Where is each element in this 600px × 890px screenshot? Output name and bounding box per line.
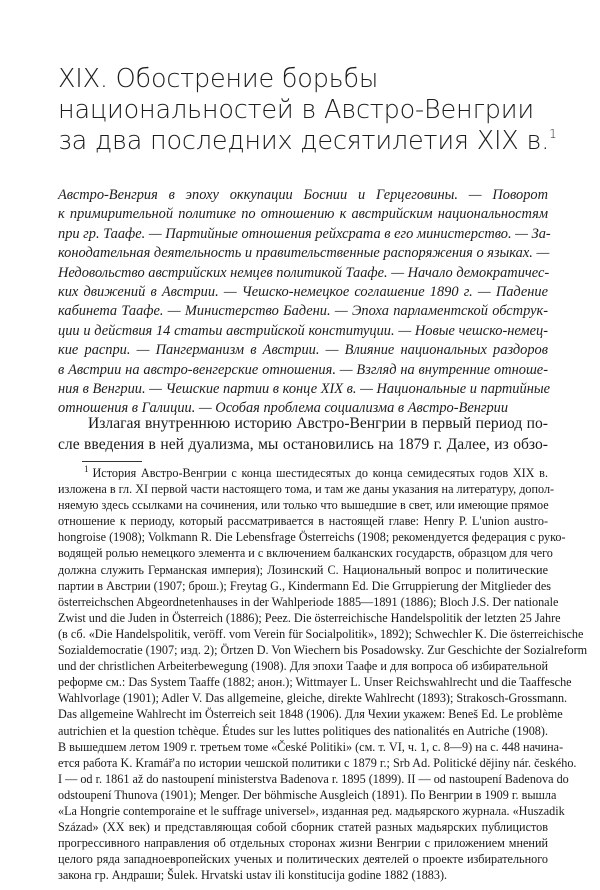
footnote-marker: 1 (84, 463, 89, 474)
chapter-title-line-1: XIX. Обострение борьбы (58, 64, 379, 94)
footnote-line: целого ряда западноевропейских ученых и политических деятелей о проекте избирательного (58, 852, 548, 867)
footnote-line: autrichien et la question tchèque. Études sur les luttes politiques des nationalités en Autriche (1908). (58, 723, 548, 738)
summary-line: ких движений в Австрии. — Чешско-немецкое соглашение 1890 г. — Падение (58, 284, 548, 301)
summary-line: конодательная деятельность и правительственные распоряжения о языках. — (58, 245, 550, 262)
summary-line: кие распри. — Пангерманизм в Австрии. — Влияние национальных раздоров (58, 342, 548, 359)
footnote-line: Wahlvorlage (1901); Adler V. Das allgemeine, gleiche, direkte Wahlrecht (1893); Strakosch-Grossmann. (58, 691, 568, 706)
footnote-line: водящей ролью немецкого элемента и с включением балканских государств, образцом для чего (58, 546, 553, 561)
footnote-reference[interactable]: 1 (549, 126, 557, 141)
footnote-line: (в сб. «Die Handelspolitik, veröff. vom Verein für Socialpolitik», 1892); Schwechler K. Die österreichische (58, 626, 584, 641)
footnote-line: und der christlichen Arbeiterbewegung (1908). Для эпохи Таафе и для вопроса об избирательной (58, 659, 548, 674)
summary-line: кабинета Таафе. — Министерство Бадени. — Эпоха парламентской обструк- (58, 303, 548, 320)
footnote (58, 463, 588, 883)
footnote-line: Sozialdemocratie (1907; изд. 2); Örtzen D. Von Wiechern bis Posadowsky. Zur Geschichte der Sozialreform (58, 643, 588, 658)
footnote-line: «La Hongrie contemporaine et le suffrage universel», изданная ред. мадьярского журнала. «Huszadik (58, 803, 565, 818)
footnote-line: закона гр. Андраши; Šulek. Hrvatski ustav ili konstitucija godine 1882 (1883). (58, 868, 448, 883)
footnote-line: партии в Австрии (1907; брош.); Freytag G., Kindermann Ed. Die Grruppierung der Mitglieder des (58, 578, 552, 593)
summary-line: Австро-Венгрия в эпоху оккупации Боснии и Герцеговины. — Поворот (58, 187, 548, 203)
chapter-title-line-2: национальностей в Австро-Венгрии (58, 95, 534, 125)
footnote-line: I — od r. 1861 až do nastoupení ministerstva Badenova r. 1895 (1899). II — od nastoupení Badenova do (58, 771, 569, 786)
summary-line: к примирительной политике по отношению к австрийским национальностям (58, 206, 548, 223)
chapter-summary (58, 186, 551, 419)
footnote-line: österreichschen Abgeordnetenhauses in der Wahlperiode 1885—1891 (1886); Bloch J.S. Der nationale (58, 594, 559, 609)
chapter-title (58, 64, 558, 157)
footnote-line: прогрессивного направления об отдельных сторонах жизни Венгрии с приложением мнений (58, 836, 548, 851)
summary-line: Недовольство австрийских немцев политикой Таафе. — Начало демократичес- (58, 264, 550, 281)
summary-line: ции и действия 14 статьи австрийской конституции. — Новые чешско-немец- (58, 322, 548, 339)
footnote-line: отношение к периоду, который рассматривается в настоящей главе: Henry P. L'union austro- (58, 514, 548, 529)
footnote-line: hongroise (1908); Volkmann R. Die Lebensfrage Österreichs (1908; рекомендуется федерация с руко- (58, 530, 566, 545)
chapter-title-line-3 (58, 126, 558, 157)
footnote-line: должна служить Германская империя); Лозинский С. Национальный вопрос и политические (58, 562, 548, 577)
summary-line: ния в Венгрии. — Чешские партии в конце XIX в. — Национальные и партийные (58, 381, 550, 398)
footnote-line: ется работа K. Kramář'a по истории чешской политики с 1879 г.; Srb Ad. Politické dějiny nár. českého. (58, 755, 577, 770)
body-paragraph (58, 413, 548, 455)
body-line: Излагая внутреннюю историю Австро-Венгрии в первый период по- (88, 415, 548, 432)
footnote-line: Das allgemeine Wahlrecht im Österreich seit 1848 (1906). Для Чехии укажем: Beneš Ed. Le problème (58, 707, 563, 722)
summary-line: отношения в Галиции. — Особая проблема социализма в Австро-Венгрии (58, 400, 509, 417)
footnote-line: няемую здесь ссылками на сочинения, или только что вышедшие в свет, или имеющие прямое (58, 498, 549, 513)
summary-line: в Австрии на австро-венгерские отношения. — Взгляд на внутренние отноше- (58, 361, 548, 378)
footnote-line: odstoupení Thunova (1901); Menger. Der böhmische Ausgleich (1891). По Венгрии в 1909 г. вышла (58, 787, 557, 802)
footnote-line: Század» (XX век) и представляющая собой сборник статей разных мадьярских публицистов (58, 820, 548, 835)
footnote-line: Zwist und die Juden in Österreich (1886); Peez. Die österreichische Handelspolitik der letzten 25 Jahre (58, 610, 561, 625)
summary-line: при гр. Таафе. — Партийные отношения рейхсрата в его министерство. — За- (58, 225, 551, 242)
body-line: сле введения в ней дуализма, мы остановились на 1879 г. Далее, из обзо- (58, 436, 548, 454)
footnote-line (58, 465, 548, 481)
footnote-line: реформе см.: Das System Taaffe (1882; анон.); Wittmayer L. Unser Reichswahlrecht und die Taaffesche (58, 675, 572, 690)
chapter-title-line-3-text: за два последних десятилетия XIX в. (58, 126, 550, 156)
footnote-line-text: История Австро-Венгрии с конца шестидесятых до конца семидесятых годов XIX в. (92, 466, 548, 480)
footnote-divider (82, 461, 142, 462)
footnote-line: В вышедшем летом 1909 г. третьем томе «České Politiki» (см. т. VI, ч. 1, с. 8—9) на с. 448 начина- (58, 739, 564, 754)
footnote-line: изложена в гл. XI первой части настоящего тома, и там же даны указания на литературу, допол- (58, 482, 555, 497)
